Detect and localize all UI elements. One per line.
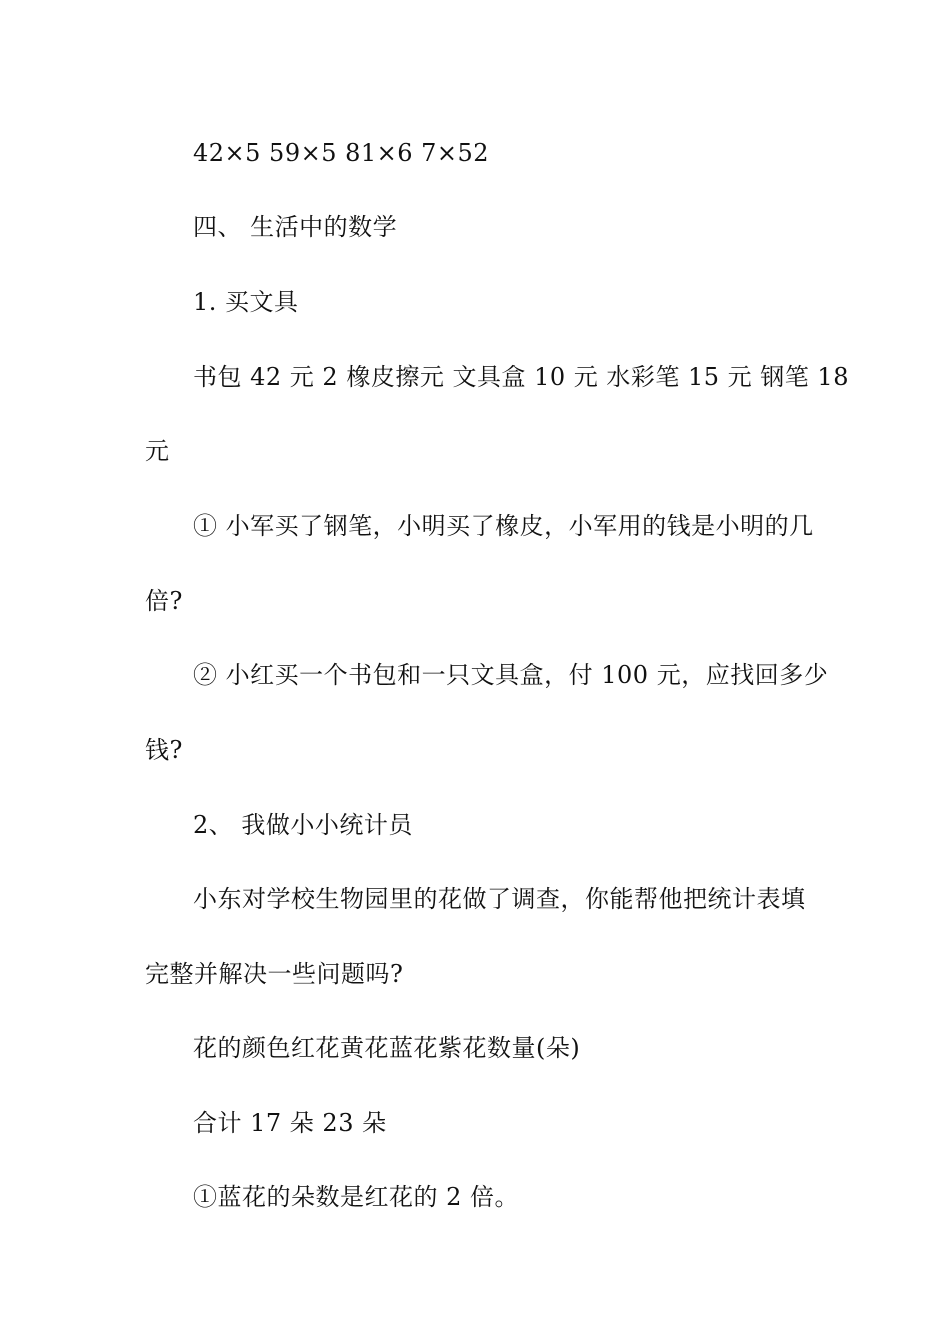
- section-four-heading: 四、 生活中的数学: [193, 213, 398, 241]
- table-total-line: 合计 17 朵 23 朵: [193, 1109, 387, 1137]
- survey-intro-line: 小东对学校生物园里的花做了调查，你能帮他把统计表填: [193, 885, 806, 913]
- item-two-heading: 2、 我做小小统计员: [193, 811, 413, 839]
- calc-exercises-line: 42×5 59×5 81×6 7×52: [193, 139, 490, 167]
- question-one-continuation: 倍?: [145, 587, 183, 615]
- price-list-line: 书包 42 元 2 橡皮擦元 文具盒 10 元 水彩笔 15 元 钢笔 18: [193, 363, 849, 391]
- table-header-line: 花的颜色红花黄花蓝花紫花数量(朵): [193, 1034, 581, 1062]
- price-list-continuation: 元: [145, 437, 170, 465]
- survey-question-one: ①蓝花的朵数是红花的 2 倍。: [193, 1183, 520, 1211]
- item-one-heading: 1. 买文具: [193, 288, 299, 316]
- question-two-line: ② 小红买一个书包和一只文具盒，付 100 元，应找回多少: [193, 661, 829, 689]
- question-one-line: ① 小军买了钢笔，小明买了橡皮，小军用的钱是小明的几: [193, 512, 814, 540]
- survey-intro-continuation: 完整并解决一些问题吗?: [145, 960, 404, 988]
- question-two-continuation: 钱?: [145, 736, 183, 764]
